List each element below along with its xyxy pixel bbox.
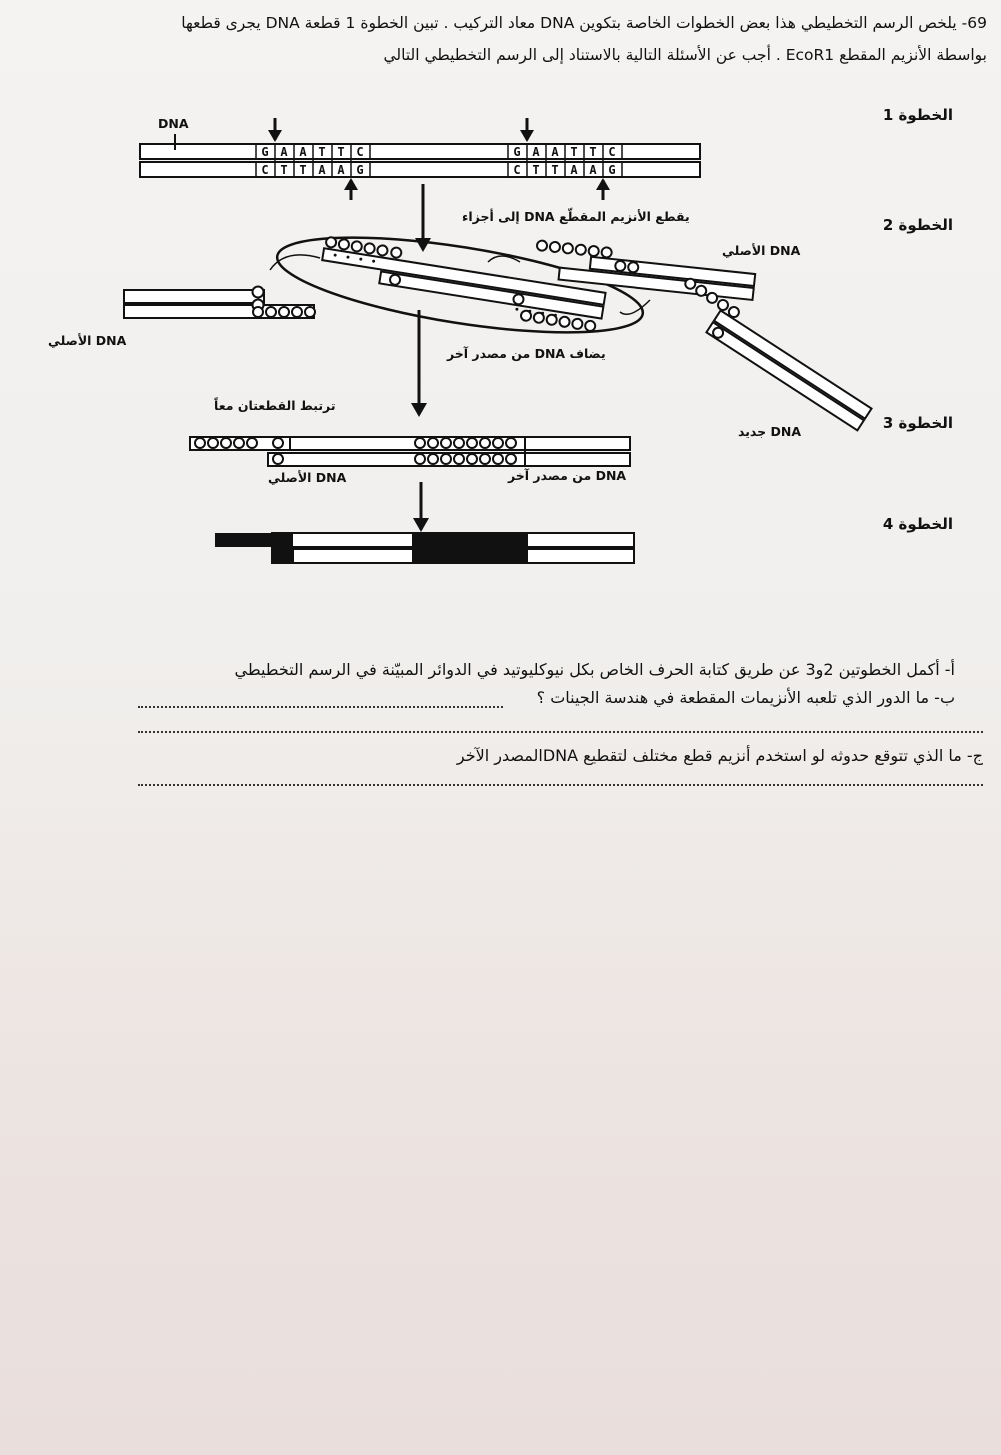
seq-top-1-4: T bbox=[337, 145, 345, 159]
seq-top-1-3: T bbox=[318, 145, 326, 159]
seq-bot-2-0: C bbox=[513, 163, 521, 177]
step-2-label: الخطوة 2 bbox=[882, 216, 953, 234]
seq-bot-2-3: A bbox=[570, 163, 578, 177]
seq-top-2-4: T bbox=[589, 145, 597, 159]
seq-bot-2-5: G bbox=[608, 163, 616, 177]
seq-bot-2-4: A bbox=[589, 163, 597, 177]
seq-top-1-0: G bbox=[261, 145, 269, 159]
join-label: ترتبط القطعتان معاً bbox=[214, 398, 336, 413]
seq-bot-1-0: C bbox=[261, 163, 269, 177]
seq-top-2-1: A bbox=[532, 145, 540, 159]
seq-top-2-0: G bbox=[513, 145, 521, 159]
original-dna-right-label: DNA الأصلي bbox=[722, 243, 801, 258]
seq-bot-1-3: A bbox=[318, 163, 326, 177]
recombinant-dna-diagram bbox=[0, 0, 1001, 600]
dna-label-top: DNA bbox=[158, 116, 189, 131]
seq-bot-2-2: T bbox=[551, 163, 559, 177]
seq-bot-1-4: A bbox=[337, 163, 345, 177]
other-source-dna-label: DNA من مصدر آخر bbox=[508, 468, 627, 483]
answer-line-b-inline[interactable] bbox=[138, 706, 503, 708]
seq-top-1-5: C bbox=[356, 145, 364, 159]
seq-bot-1-1: T bbox=[280, 163, 288, 177]
intro-line-1: 69- يلخص الرسم التخطيطي هذا بعض الخطوات الخاصة بتكوين DNA معاد التركيب . تبين الخطوة 1 قطعة DNA يجرى قطعها bbox=[181, 14, 987, 32]
added-dna-label: يضاف DNA من مصدر آخر bbox=[447, 346, 606, 361]
question-c: ج- ما الذي تتوقع حدوثه لو استخدم أنزيم قطع مختلف لتقطيع DNAالمصدر الآخر bbox=[456, 746, 983, 765]
seq-bot-1-5: G bbox=[356, 163, 364, 177]
seq-bot-2-1: T bbox=[532, 163, 540, 177]
step-3-label: الخطوة 3 bbox=[882, 414, 953, 432]
original-dna-bottom-label: DNA الأصلي bbox=[268, 470, 347, 485]
step-4-label: الخطوة 4 bbox=[882, 515, 953, 533]
seq-top-1-1: A bbox=[280, 145, 288, 159]
answer-line-b[interactable] bbox=[138, 731, 983, 733]
question-a: أ- أكمل الخطوتين 2و3 عن طريق كتابة الحرف الخاص بكل نيوكليوتيد في الدوائر المبيّنة في الرسم التخطيطي bbox=[234, 660, 955, 679]
original-dna-left-label: DNA الأصلي bbox=[48, 333, 127, 348]
new-dna-label: DNA جديد bbox=[738, 424, 802, 439]
seq-top-2-3: T bbox=[570, 145, 578, 159]
intro-line-2: بواسطة الأنزيم المقطع EcoR1 . أجب عن الأسئلة التالية بالاستناد إلى الرسم التخطيطي التالي bbox=[383, 46, 987, 64]
step-1-label: الخطوة 1 bbox=[882, 106, 953, 124]
seq-top-1-2: A bbox=[299, 145, 307, 159]
seq-top-2-2: A bbox=[551, 145, 559, 159]
question-b: ب- ما الدور الذي تلعبه الأنزيمات المقطعة في هندسة الجينات ؟ bbox=[536, 688, 955, 707]
seq-bot-1-2: T bbox=[299, 163, 307, 177]
cut-label: يقطع الأنزيم المقطّع DNA إلى أجزاء bbox=[462, 209, 690, 224]
seq-top-2-5: C bbox=[608, 145, 616, 159]
answer-line-c[interactable] bbox=[138, 784, 983, 786]
